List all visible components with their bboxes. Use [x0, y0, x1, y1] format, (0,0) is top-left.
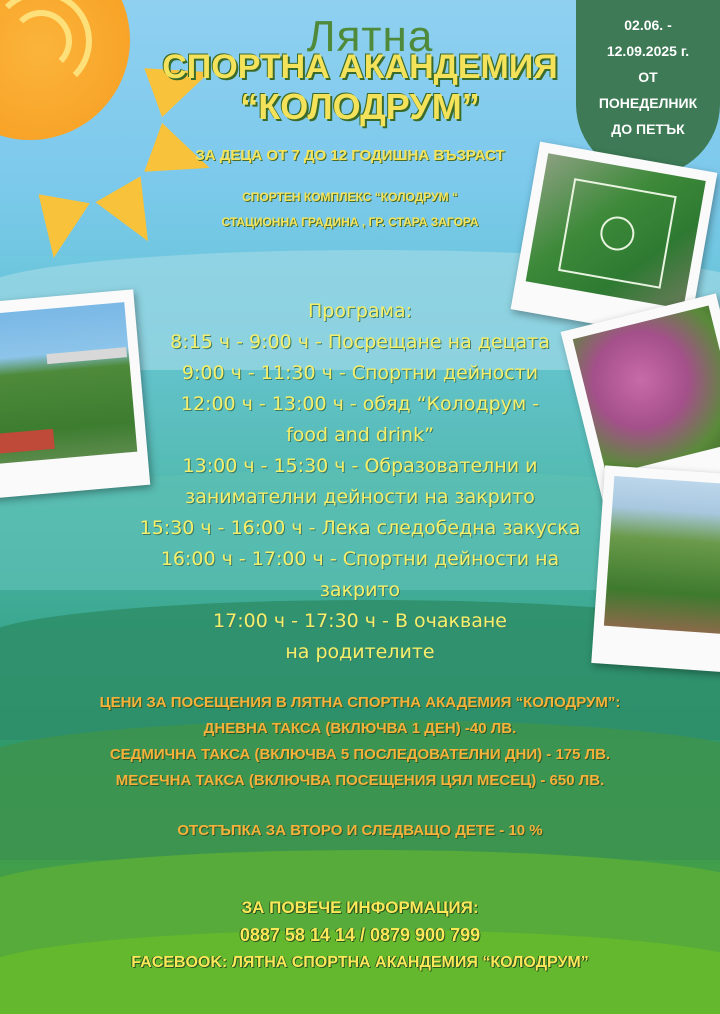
contact-heading: ЗА ПОВЕЧЕ ИНФОРМАЦИЯ: [241, 898, 479, 917]
hill-background-4 [0, 720, 720, 860]
program-line: 16:00 ч - 17:00 ч - Спортни дейности на [160, 548, 560, 570]
badge-line-3: ОТ [638, 69, 658, 85]
program-line: на родителите [285, 641, 435, 663]
program-line: 9:00 ч - 11:30 ч - Спортни дейности [181, 362, 539, 384]
badge-line-4: ПОНЕДЕЛНИК [598, 95, 698, 111]
price-monthly: МЕСЕЧНА ТАКСА (ВКЛЮЧВА ПОСЕЩЕНИЯ ЦЯЛ МЕСЕЦ) - 650 ЛВ. [115, 772, 605, 789]
contact-phones: 0887 58 14 14 / 0879 900 799 [239, 925, 481, 945]
discount: ОТСТЪПКА ЗА ВТОРО И СЛЕДВАЩО ДЕТЕ - 10 % [177, 822, 543, 839]
location-line-1: СПОРТЕН КОМПЛЕКС “КОЛОДРУМ “ [242, 190, 458, 204]
badge-line-5: ДО ПЕТЪК [611, 121, 685, 137]
program-heading: Програма: [307, 300, 413, 322]
program-line: 13:00 ч - 15:30 ч - Образователни и [182, 455, 538, 477]
program-line: 12:00 ч - 13:00 ч - обяд “Колодрум - [180, 393, 540, 415]
date-badge [576, 0, 720, 176]
program-block [100, 296, 620, 668]
program-line: food and drink” [286, 424, 434, 446]
age-line: ЗА ДЕЦА ОТ 7 ДО 12 ГОДИШНА ВЪЗРАСТ [195, 147, 505, 164]
title-script: Лятна [306, 12, 434, 61]
badge-line-2: 12.09.2025 г. [606, 43, 690, 59]
program-line: 17:00 ч - 17:30 ч - В очакване [213, 610, 507, 632]
program-line: 8:15 ч - 9:00 ч - Посрещане на децата [170, 331, 550, 353]
program-line: занимателни дейности на закрито [185, 486, 535, 508]
title-line-1: СПОРТНА АКАНДЕМИЯ [162, 48, 558, 86]
location-line-2: СТАЦИОННА ГРАДИНА , ГР. СТАРА ЗАГОРА [221, 215, 479, 229]
program-line: 15:30 ч - 16:00 ч - Лека следобедна закуска [139, 517, 581, 539]
price-weekly: СЕДМИЧНА ТАКСА (ВКЛЮЧВА 5 ПОСЛЕДОВАТЕЛНИ ДНИ) - 175 ЛВ. [109, 746, 611, 763]
title-line-2: “КОЛОДРУМ” [240, 86, 480, 127]
badge-line-1: 02.06. - [624, 17, 672, 33]
contact-facebook: FACEBOOK: ЛЯТНА СПОРТНА АКАНДЕМИЯ “КОЛОДРУМ” [131, 954, 589, 971]
price-daily: ДНЕВНА ТАКСА (ВКЛЮЧВА 1 ДЕН) -40 ЛВ. [203, 720, 517, 737]
program-line: закрито [319, 579, 401, 601]
prices-heading: ЦЕНИ ЗА ПОСЕЩЕНИЯ В ЛЯТНА СПОРТНА АКАДЕМИЯ “КОЛОДРУМ”: [99, 694, 621, 711]
